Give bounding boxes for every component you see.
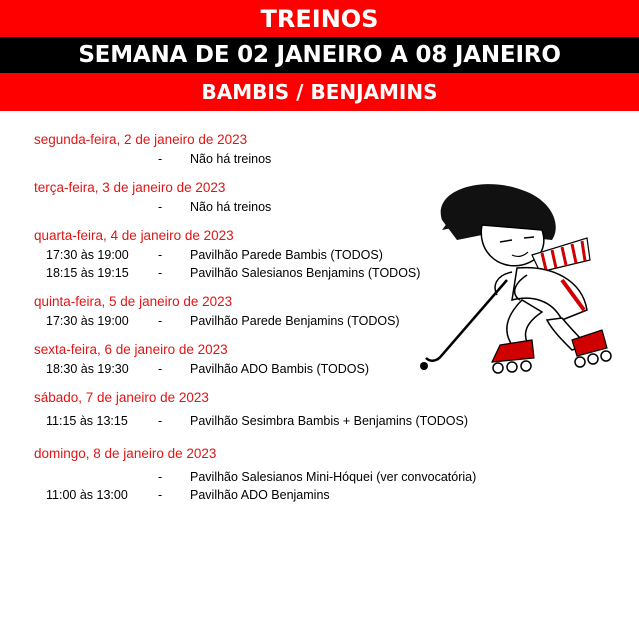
- day-title: segunda-feira, 2 de janeiro de 2023: [34, 132, 248, 147]
- day-title: sábado, 7 de janeiro de 2023: [34, 390, 209, 405]
- time-slot: 17:30 às 19:00: [46, 314, 129, 328]
- week-banner: [0, 37, 639, 73]
- separator: -: [158, 266, 163, 280]
- separator: -: [158, 314, 163, 328]
- roller-hockey-player-illustration: [412, 180, 612, 390]
- group-banner: [0, 73, 639, 111]
- schedule-row: [34, 468, 494, 486]
- day-title: quarta-feira, 4 de janeiro de 2023: [34, 228, 234, 243]
- week-range: SEMANA DE 02 JANEIRO A 08 JANEIRO: [78, 42, 561, 68]
- separator: -: [158, 152, 163, 166]
- venue: Pavilhão ADO Bambis (TODOS): [190, 362, 369, 376]
- venue: Não há treinos: [190, 152, 272, 166]
- separator: -: [158, 470, 163, 484]
- schedule-row: [34, 150, 494, 168]
- separator: -: [158, 200, 163, 214]
- time-slot: 18:15 às 19:15: [46, 266, 129, 280]
- group-name: BAMBIS / BENJAMINS: [201, 80, 438, 104]
- venue: Pavilhão Parede Bambis (TODOS): [190, 248, 383, 262]
- day-title: sexta-feira, 6 de janeiro de 2023: [34, 342, 228, 357]
- schedule-row: [34, 486, 494, 504]
- title-banner: [0, 0, 639, 37]
- time-slot: 11:15 às 13:15: [46, 414, 128, 428]
- time-slot: 11:00 às 13:00: [46, 488, 128, 502]
- day-sunday: [34, 444, 494, 504]
- page-title: TREINOS: [260, 4, 379, 33]
- day-saturday: [34, 388, 494, 430]
- day-title: domingo, 8 de janeiro de 2023: [34, 446, 217, 461]
- venue: Pavilhão ADO Benjamins: [190, 488, 330, 502]
- venue: Pavilhão Salesianos Mini-Hóquei (ver convocatória): [190, 470, 477, 484]
- venue: Pavilhão Salesianos Benjamins (TODOS): [190, 266, 421, 280]
- day-monday: [34, 130, 494, 168]
- day-title: terça-feira, 3 de janeiro de 2023: [34, 180, 226, 195]
- venue: Pavilhão Parede Benjamins (TODOS): [190, 314, 400, 328]
- separator: -: [158, 414, 163, 428]
- separator: -: [158, 488, 163, 502]
- schedule-row: [34, 412, 494, 430]
- day-title: quinta-feira, 5 de janeiro de 2023: [34, 294, 233, 309]
- separator: -: [158, 362, 163, 376]
- separator: -: [158, 248, 163, 262]
- time-slot: 18:30 às 19:30: [46, 362, 129, 376]
- venue: Não há treinos: [190, 200, 272, 214]
- time-slot: 17:30 às 19:00: [46, 248, 129, 262]
- venue: Pavilhão Sesimbra Bambis + Benjamins (TODOS): [190, 414, 468, 428]
- time-slot: [34, 468, 158, 486]
- time-slot: [34, 150, 158, 168]
- time-slot: [34, 198, 158, 216]
